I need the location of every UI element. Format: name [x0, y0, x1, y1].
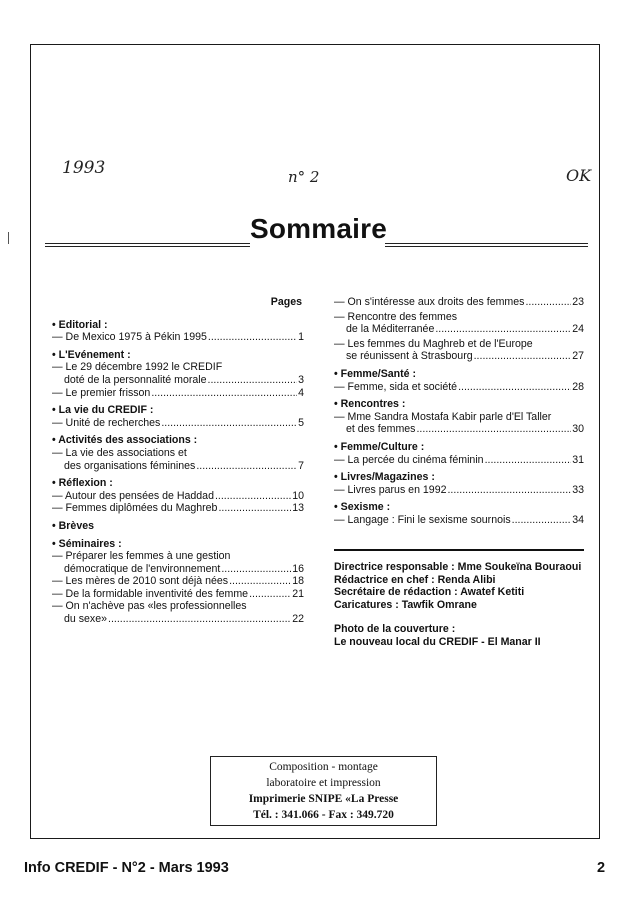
toc-entry-text: — Les femmes du Maghreb et de l'Europe: [334, 337, 533, 350]
toc-entry: [52, 600, 304, 625]
footer-issue: Info CREDIF - N°2 - Mars 1993: [24, 860, 229, 876]
toc-leader-dots: [512, 514, 572, 527]
toc-left-column: [52, 296, 304, 626]
toc-entry: [334, 311, 584, 336]
toc-right-column: [334, 296, 584, 527]
toc-page-number: 13: [292, 502, 304, 515]
toc-entry-text: démocratique de l'environnement: [64, 562, 221, 575]
toc-section-title: • Sexisme :: [334, 501, 391, 514]
toc-section-title: • Séminaires :: [52, 537, 122, 550]
toc-page-number: 22: [292, 613, 304, 626]
toc-leader-dots: [108, 613, 291, 626]
toc-entry-text: du sexe»: [64, 613, 107, 626]
toc-section-title: • Livres/Magazines :: [334, 471, 435, 484]
credit-caricatures: Caricatures : Tawfik Omrane: [334, 598, 477, 611]
toc-page-number: 10: [292, 489, 304, 502]
toc-page-number: 31: [572, 453, 584, 466]
toc-page-number: 24: [572, 323, 584, 336]
toc-page-number: 27: [572, 350, 584, 363]
toc-page-number: 23: [572, 296, 584, 308]
toc-entry-text: — Femmes diplômées du Maghreb: [52, 502, 218, 515]
toc-entry-text: — Autour des pensées de Haddad: [52, 489, 214, 502]
toc-entry-text: et des femmes: [346, 423, 416, 436]
toc-entry: [52, 331, 304, 344]
toc-leader-dots: [161, 417, 297, 430]
toc-entry: [52, 588, 304, 601]
toc-entry: [52, 490, 304, 503]
toc-entry: [334, 484, 584, 497]
toc-entry-text: — La percée du cinéma féminin: [334, 453, 484, 466]
toc-entry-text: — Femme, sida et société: [334, 380, 458, 393]
toc-entry: [52, 502, 304, 515]
toc-section-title: • Femme/Santé :: [334, 367, 417, 380]
toc-leader-dots: [208, 331, 297, 344]
toc-leader-dots: [229, 575, 291, 588]
toc-entry-text: se réunissent à Strasbourg: [346, 350, 473, 363]
toc-section-title: • Editorial :: [52, 318, 108, 331]
toc-section-title: • La vie du CREDIF :: [52, 404, 154, 417]
credit-photo-label: Photo de la couverture :: [334, 623, 456, 636]
toc-page-number: 7: [298, 459, 304, 472]
toc-leader-dots: [249, 588, 291, 601]
toc-leader-dots: [221, 563, 291, 576]
toc-leader-dots: [196, 460, 297, 473]
handwritten-year: 1993: [62, 158, 106, 178]
title-row: [45, 213, 588, 249]
title-rule-right: [385, 243, 588, 247]
toc-section-title: • Femme/Culture :: [334, 440, 425, 453]
credits-separator: [334, 549, 584, 551]
toc-entry-text: — Mme Sandra Mostafa Kabir parle d'El Taller: [334, 410, 552, 423]
toc-entry: [334, 381, 584, 394]
toc-entry-text: — On n'achève pas «les professionnelles: [52, 600, 247, 613]
toc-page-number: 30: [572, 423, 584, 436]
toc-page-number: 5: [298, 416, 304, 429]
toc-section-title: • Brèves: [52, 519, 94, 532]
toc-leader-dots: [218, 502, 291, 515]
toc-entry-text: — Unité de recherches: [52, 416, 161, 429]
toc-leader-dots: [151, 387, 297, 400]
credits-block: [334, 561, 594, 649]
toc-entry: [334, 514, 584, 527]
toc-page-number: 1: [298, 331, 304, 344]
toc-leader-dots: [447, 484, 571, 497]
toc-page-number: 16: [292, 562, 304, 575]
toc-section-title: • L'Evénement :: [52, 348, 131, 361]
toc-entry-text: — La vie des associations et: [52, 446, 187, 459]
toc-entry: [52, 417, 304, 430]
toc-entry: [52, 361, 304, 386]
credit-secretaire: Secrétaire de rédaction : Awatef Ketiti: [334, 586, 525, 599]
toc-entry-text: doté de la personnalité morale: [64, 373, 207, 386]
toc-entry-text: — De Mexico 1975 à Pékin 1995: [52, 331, 207, 344]
toc-entry-text: — Le 29 décembre 1992 le CREDIF: [52, 361, 223, 374]
toc-leader-dots: [215, 490, 291, 503]
toc-leader-dots: [208, 374, 298, 387]
toc-entry-text: de la Méditerranée: [346, 323, 435, 336]
toc-entry-text: — Les mères de 2010 sont déjà nées: [52, 575, 229, 588]
handwritten-issue-number: n° 2: [288, 168, 320, 186]
toc-entry: [334, 454, 584, 467]
credit-redactrice: Rédactrice en chef : Renda Alibi: [334, 573, 496, 586]
toc-leader-dots: [525, 296, 571, 309]
toc-entry-text: — Rencontre des femmes: [334, 310, 458, 323]
toc-leader-dots: [485, 454, 572, 467]
toc-entry: [52, 550, 304, 575]
toc-page-number: 4: [298, 386, 304, 399]
toc-page-number: 34: [572, 513, 584, 526]
toc-section-title: • Réflexion :: [52, 477, 113, 490]
title-rule-left: [45, 243, 250, 247]
toc-entry: [52, 575, 304, 588]
pages-label: Pages: [270, 296, 302, 308]
toc-page-number: 3: [298, 373, 304, 386]
toc-entry: [334, 411, 584, 436]
printer-line-4: Tél. : 341.066 - Fax : 349.720: [253, 809, 394, 821]
toc-entry-text: — On s'intéresse aux droits des femmes: [334, 296, 525, 308]
toc-entry: [52, 447, 304, 472]
toc-entry-text: — Préparer les femmes à une gestion: [52, 550, 231, 563]
page-title: Sommaire: [250, 213, 387, 244]
toc-section-title: • Activités des associations :: [52, 434, 198, 447]
toc-entry-text: — De la formidable inventivité des femme: [52, 587, 249, 600]
toc-section-title: • Rencontres :: [334, 398, 406, 411]
toc-entry: [334, 296, 584, 309]
toc-entry-text: — Le premier frisson: [52, 386, 151, 399]
footer-page-number: 2: [597, 860, 606, 876]
printer-box: [210, 756, 437, 826]
toc-entry-text: — Langage : Fini le sexisme sournois: [334, 513, 511, 526]
credit-photo-desc: Le nouveau local du CREDIF - El Manar II: [334, 635, 541, 648]
printer-line-1: Composition - montage: [269, 761, 378, 773]
toc-entry: [334, 338, 584, 363]
toc-leader-dots: [474, 350, 572, 363]
printer-line-3: Imprimerie SNIPE «La Presse: [248, 793, 399, 805]
toc-page-number: 18: [292, 575, 304, 588]
credit-directrice: Directrice responsable : Mme Soukeïna Bouraoui: [334, 561, 582, 573]
handwritten-ok: OK: [566, 166, 592, 185]
toc-entry-text: — Livres parus en 1992: [334, 483, 447, 496]
toc-page-number: 28: [572, 380, 584, 393]
toc-entry: [52, 387, 304, 400]
margin-mark: [8, 232, 9, 244]
toc-page-number: 33: [572, 483, 584, 496]
toc-leader-dots: [435, 323, 571, 336]
toc-entry-text: des organisations féminines: [64, 459, 196, 472]
toc-page-number: 21: [292, 587, 304, 600]
toc-leader-dots: [458, 381, 571, 394]
toc-leader-dots: [416, 423, 571, 436]
printer-line-2: laboratoire et impression: [266, 777, 381, 789]
